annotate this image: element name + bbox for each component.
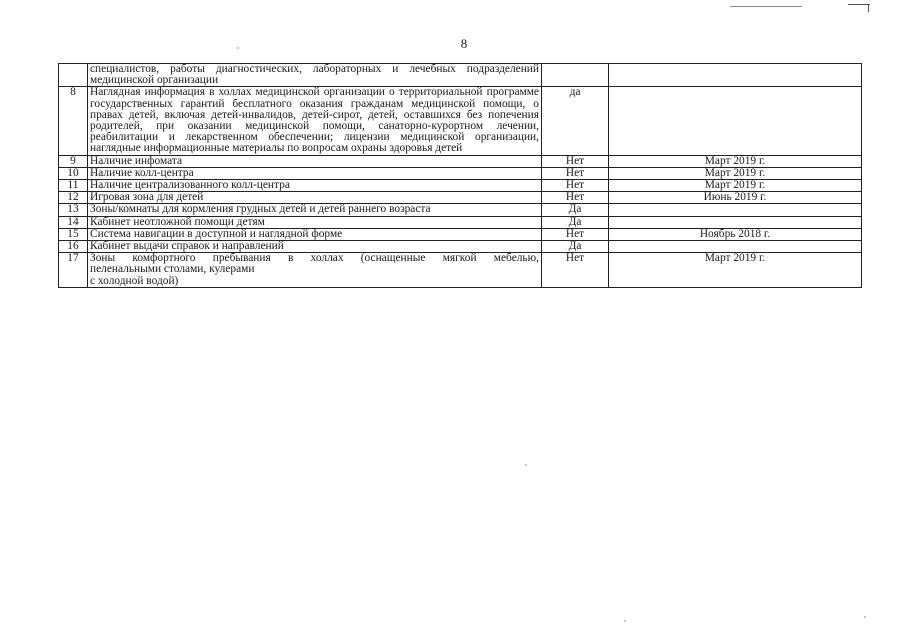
- page-number: 8: [460, 36, 468, 51]
- row-number: 12: [59, 192, 88, 204]
- row-description: Система навигации в доступной и наглядной форме: [88, 228, 542, 240]
- scan-speck: [237, 47, 239, 49]
- row-number: 13: [59, 204, 88, 216]
- table-row: [59, 87, 862, 155]
- row-description: [88, 253, 542, 288]
- row-status: Да: [542, 241, 609, 253]
- row-description: Зоны/комнаты для кормления грудных детей и детей раннего возраста: [88, 204, 542, 216]
- row-number: 8: [59, 87, 88, 155]
- row-number: [59, 64, 88, 87]
- row-deadline: Март 2019 г.: [609, 167, 862, 179]
- row-deadline: [609, 87, 862, 155]
- row-status: Нет: [542, 167, 609, 179]
- row-status: Нет: [542, 180, 609, 192]
- row-description-line: Зоны комфортного пребывания в холлах (оснащенные мягкой мебелью,: [90, 252, 539, 265]
- row-status: Нет: [542, 228, 609, 240]
- table-row: [59, 167, 862, 179]
- row-number: 16: [59, 241, 88, 253]
- table-row: [59, 180, 862, 192]
- row-number: 9: [59, 155, 88, 167]
- row-status: Нет: [542, 192, 609, 204]
- scan-artifact-line: [848, 4, 870, 5]
- row-status: Нет: [542, 253, 609, 288]
- row-status: [542, 64, 609, 87]
- scan-artifact-line: [730, 6, 802, 7]
- row-description-line: пеленальными столами, кулерами: [90, 263, 255, 276]
- row-deadline: [609, 64, 862, 87]
- row-status: да: [542, 87, 609, 155]
- row-deadline: [609, 204, 862, 216]
- row-number: 10: [59, 167, 88, 179]
- scan-speck: [525, 464, 527, 466]
- row-number: 14: [59, 216, 88, 228]
- table-row: [59, 216, 862, 228]
- scan-artifact-line: [868, 4, 869, 12]
- row-description: Наличие инфомата: [88, 155, 542, 167]
- scan-speck: [864, 616, 866, 618]
- row-deadline: Ноябрь 2018 г.: [609, 228, 862, 240]
- table-row: [59, 241, 862, 253]
- row-number: 11: [59, 180, 88, 192]
- scan-speck: [624, 620, 626, 622]
- row-deadline: Март 2019 г.: [609, 180, 862, 192]
- row-status: Нет: [542, 155, 609, 167]
- row-description: Игровая зона для детей: [88, 192, 542, 204]
- row-deadline: Июнь 2019 г.: [609, 192, 862, 204]
- row-deadline: Март 2019 г.: [609, 155, 862, 167]
- table-row: [59, 155, 862, 167]
- row-description: Наглядная информация в холлах медицинской организации о территориальной программе государственных гарантий бесплатного оказания гражданам медицинской помощи, о правах детей, включая детей-инвалидов, детей-сирот, детей, оставшихся без попечения родителей, при оказании медицинской помощи, санаторно-курортном лечении, реабилитации и лекарственном обеспечении; лицензии медицинской организации, наглядные информационные материалы по вопросам охраны здоровья детей: [88, 87, 542, 155]
- row-deadline: [609, 241, 862, 253]
- row-status: Да: [542, 216, 609, 228]
- row-description: специалистов, работы диагностических, лабораторных и лечебных подразделений медицинской организации: [88, 64, 542, 87]
- table-row: [59, 204, 862, 216]
- row-status: Да: [542, 204, 609, 216]
- table-row: [59, 192, 862, 204]
- table-row: [59, 64, 862, 87]
- row-deadline: Март 2019 г.: [609, 253, 862, 288]
- row-description: Кабинет выдачи справок и направлений: [88, 241, 542, 253]
- row-deadline: [609, 216, 862, 228]
- row-number: 15: [59, 228, 88, 240]
- table-row: [59, 228, 862, 240]
- row-number: 17: [59, 253, 88, 288]
- row-description: Наличие колл-центра: [88, 167, 542, 179]
- table-row: [59, 253, 862, 288]
- row-description: Наличие централизованного колл-центра: [88, 180, 542, 192]
- row-description-line: с холодной водой): [90, 274, 179, 287]
- requirements-table: [58, 63, 862, 288]
- row-description: Кабинет неотложной помощи детям: [88, 216, 542, 228]
